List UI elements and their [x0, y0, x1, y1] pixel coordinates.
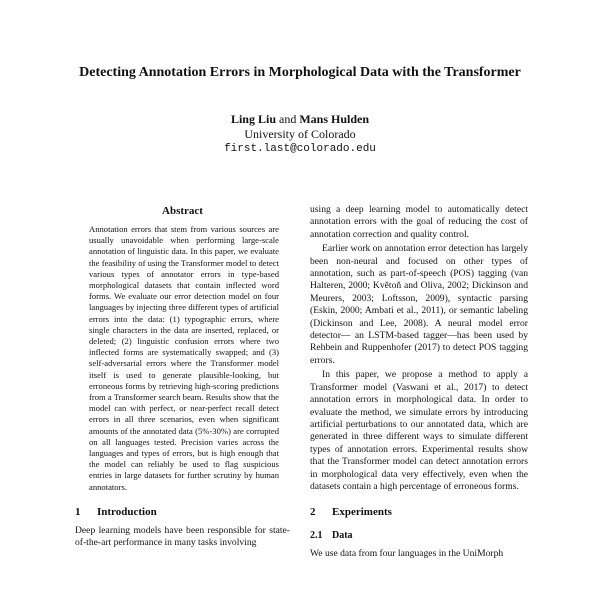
- paper-title: Detecting Annotation Errors in Morphological Data with the Transformer: [79, 65, 521, 80]
- section-number: 2: [310, 506, 316, 519]
- author-first: Ling Liu: [230, 112, 276, 126]
- subsection-heading-data: [310, 529, 528, 543]
- paragraph-continuation: using a deep learning model to automatically detect annotation errors with the goal of reducing the cost of annotation correction and quality control.: [310, 204, 528, 240]
- section-number: 1: [75, 505, 81, 518]
- author-line: [40, 112, 560, 127]
- introduction-text: Deep learning models have been responsible for state-of-the-art performance in many tasks involving: [75, 524, 290, 549]
- author-email: first.last@colorado.edu: [224, 143, 376, 155]
- affiliation: University of Colorado: [244, 127, 356, 141]
- subsection-title: Data: [332, 530, 353, 542]
- right-column: [310, 204, 528, 561]
- section-title: Introduction: [97, 505, 157, 518]
- abstract-heading: Abstract: [162, 205, 203, 217]
- data-text: We use data from four languages in the UniMorph: [310, 548, 504, 560]
- author-block: [40, 112, 560, 157]
- section-title: Experiments: [332, 506, 392, 519]
- author-conjunction: and: [279, 112, 297, 126]
- author-second: Mans Hulden: [299, 112, 370, 126]
- paragraph-related-work: Earlier work on annotation error detection has largely been non-neural and focused on other types of annotation, such as part-of-speech (POS) tagging (van Halteren, 2000; Květoň and Oliva, 2002; Dickinson and Meurers, 2003; Loftsson, 2009), syntactic parsing (Eskin, 2000; Ambati et al., 2011), or semantic labeling (Dickinson and Lee, 2008). A neural model error detector— an LSTM-based tagger—has been used by Rehbein and Ruppenhofer (2017) to detect POS tagging errors.: [310, 243, 528, 366]
- abstract-text: Annotation errors that stem from various sources are usually unavoidable when performing large-scale annotation of linguistic data. In this paper, we evaluate the feasibility of using the Transformer model to detect various types of annotator errors in type-based morphological datasets that contain inflected word forms. We evaluate our error detection model on four languages by injecting three different types of artificial errors into the data: (1) typographic errors, where single characters in the data are inserted, replaced, or deleted; (2) linguistic confusion errors where two inflected forms are systematically swapped; and (3) self-adversarial errors where the Transformer model itself is used to generate plausible-looking, but erroneous forms by retrieving high-scoring predictions from a Transformer search beam. Results show that the model can with perfect, or near-perfect recall detect errors in all three scenarios, even when significant amounts of the annotated data (5%-30%) are corrupted on all languages tested. Precision varies across the languages and types of errors, but is high enough that the model can reliably be used to flag suspicious entries in large datasets for further scrutiny by human annotators.: [89, 224, 279, 492]
- subsection-number: 2.1: [310, 530, 323, 542]
- section-heading-experiments: [310, 505, 528, 519]
- section-heading-introduction: [75, 505, 290, 519]
- paragraph-proposal: In this paper, we propose a method to apply a Transformer model (Vaswani et al., 2017) to detect annotation errors in morphological data. In order to evaluate the method, we simulate errors by introducing artificial perturbations to our annotated data, which are generated in three different ways to simulate different types of annotation errors. Experimental results show that the Transformer model can detect annotation errors in morphological data very effectively, even when the datasets contain a high percentage of erroneous forms.: [310, 369, 528, 492]
- left-column: [75, 204, 290, 550]
